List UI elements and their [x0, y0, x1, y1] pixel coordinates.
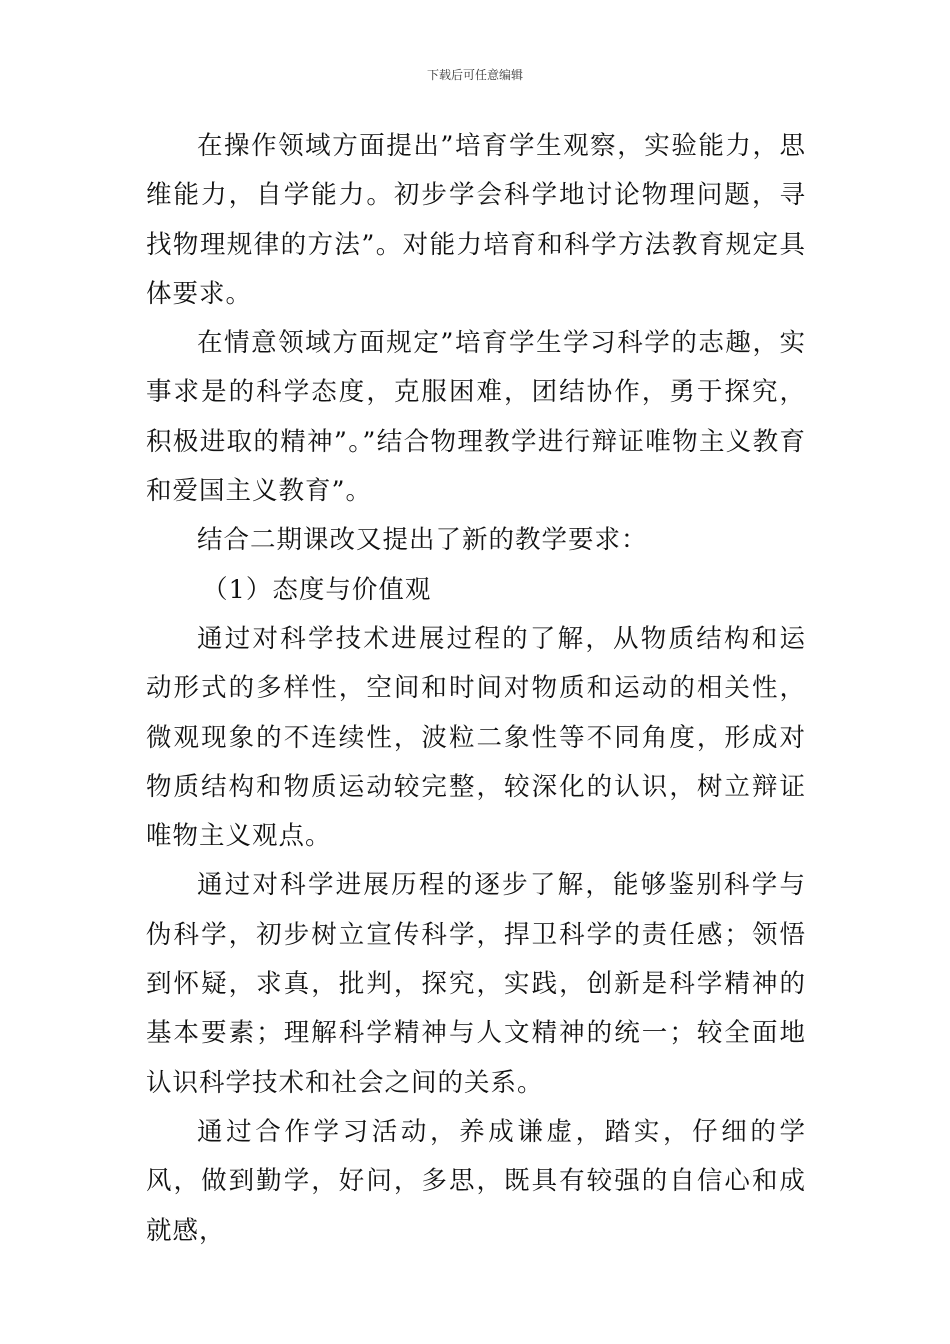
- paragraph-operation-domain: 在操作领域方面提出”培育学生观察，实验能力，思维能力，自学能力。初步学会科学地讨论物理问题，寻找物理规律的方法”。对能力培育和科学方法教育规定具体要求。: [146, 131, 806, 309]
- paragraph-material-structure: 通过对科学技术进展过程的了解，从物质结构和运动形式的多样性，空间和时间对物质和运动的相关性，微观现象的不连续性，波粒二象性等不同角度，形成对物质结构和物质运动较完整，较深化的认识，树立辩证唯物主义观点。: [146, 623, 806, 852]
- section-heading-attitude-values: （1）态度与价值观: [202, 574, 432, 605]
- page-header: 下载后可任意编辑: [426, 68, 523, 82]
- paragraph-new-requirements: 结合二期课改又提出了新的教学要求：: [197, 525, 648, 556]
- document-body: [146, 122, 806, 1256]
- paragraph-cooperative-learning: 通过合作学习活动，养成谦虚，踏实，仔细的学风，做到勤学，好问，多思，既具有较强的自信心和成就感，: [146, 1116, 806, 1246]
- paragraph-scientific-history: 通过对科学进展历程的逐步了解，能够鉴别科学与伪科学，初步树立宣传科学，捍卫科学的责任感；领悟到怀疑，求真，批判，探究，实践，创新是科学精神的基本要素；理解科学精神与人文精神的统一；较全面地认识科学技术和社会之间的关系。: [146, 870, 806, 1098]
- paragraph-affective-domain: 在情意领域方面规定”培育学生学习科学的志趣，实事求是的科学态度，克服困难，团结协作，勇于探究，积极进取的精神”。”结合物理教学进行辩证唯物主义教育和爱国主义教育”。: [146, 328, 806, 507]
